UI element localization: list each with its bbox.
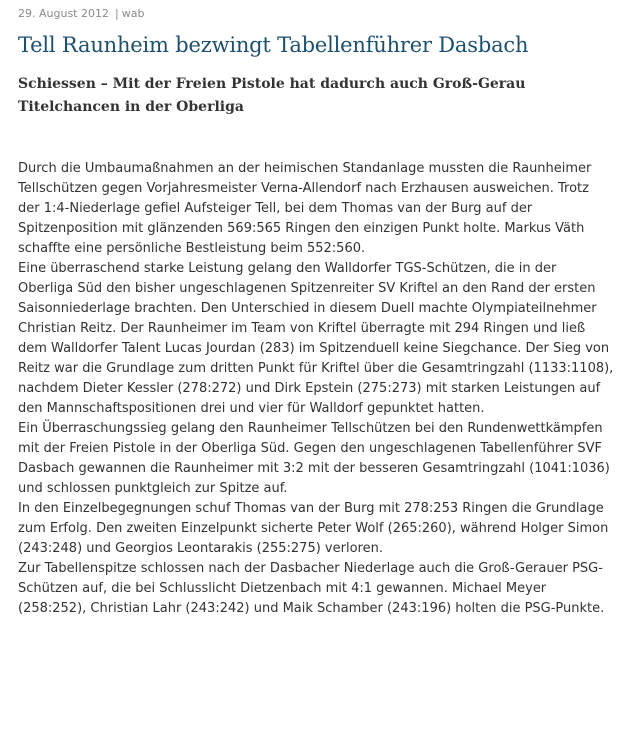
- meta-separator: |: [114, 7, 119, 20]
- article-headline: Tell Raunheim bezwingt Tabellenführer Dasbach: [18, 33, 529, 57]
- article-meta: [18, 7, 144, 20]
- article-subline: Schiessen – Mit der Freien Pistole hat dadurch auch Groß-Gerau Titelchancen in der Oberliga: [18, 76, 526, 115]
- article-paragraph: Eine überraschend starke Leistung gelang den Walldorfer TGS-Schützen, die in der Oberliga Süd den bisher ungeschlagenen Spitzenreiter SV Kriftel an den Rand der ersten Saisonniederlage brachten. Den Unterschied in diesem Duell machte Olympiateilnehmer Christian Reitz. Der Raunheimer im Team von Kriftel überragte mit 294 Ringen und ließ dem Walldorfer Talent Lucas Jourdan (283) im Spitzenduell keine Siegchance. Der Sieg von Reitz war die Grundlage zum dritten Punkt für Kriftel über die Gesamtringzahl (1133:1108), nachdem Dieter Kessler (278:272) und Dirk Epstein (275:273) mit starken Leistungen auf den Mannschaftspositionen drei und vier für Walldorf gepunktet hatten.: [18, 261, 614, 416]
- article-paragraph: Durch die Umbaumaßnahmen an der heimischen Standanlage mussten die Raunheimer Tellschützen gegen Vorjahresmeister Verna-Allendorf nach Erzhausen ausweichen. Trotz der 1:4-Niederlage gefiel Aufsteiger Tell, bei dem Thomas van der Burg auf der Spitzenposition mit glänzenden 569:565 Ringen den einzigen Punkt holte. Markus Väth schaffte eine persönliche Bestleistung beim 552:560.: [18, 161, 592, 256]
- article-date: 29. August 2012: [18, 7, 109, 20]
- article-body: [18, 159, 614, 619]
- article-paragraph: In den Einzelbegegnungen schuf Thomas van der Burg mit 278:253 Ringen die Grundlage zum Erfolg. Den zweiten Einzelpunkt sicherte Peter Wolf (265:260), während Holger Simon (243:248) und Georgios Leontarakis (255:275) verloren.: [18, 501, 609, 556]
- article-paragraph: Ein Überraschungssieg gelang den Raunheimer Tellschützen bei den Rundenwettkämpfen mit der Freien Pistole in der Oberliga Süd. Gegen den ungeschlagenen Tabellenführer SVF Dasbach gewannen die Raunheimer mit 3:2 mit der besseren Gesamtringzahl (1041:1036) und schlossen punktgleich zur Spitze auf.: [18, 421, 610, 496]
- article-author[interactable]: wab: [121, 7, 145, 20]
- article-paragraph: Zur Tabellenspitze schlossen nach der Dasbacher Niederlage auch die Groß-Gerauer PSG-Schützen auf, die bei Schlusslicht Dietzenbach mit 4:1 gewannen. Michael Meyer (258:252), Christian Lahr (243:242) und Maik Schamber (243:196) holten die PSG-Punkte.: [18, 561, 605, 616]
